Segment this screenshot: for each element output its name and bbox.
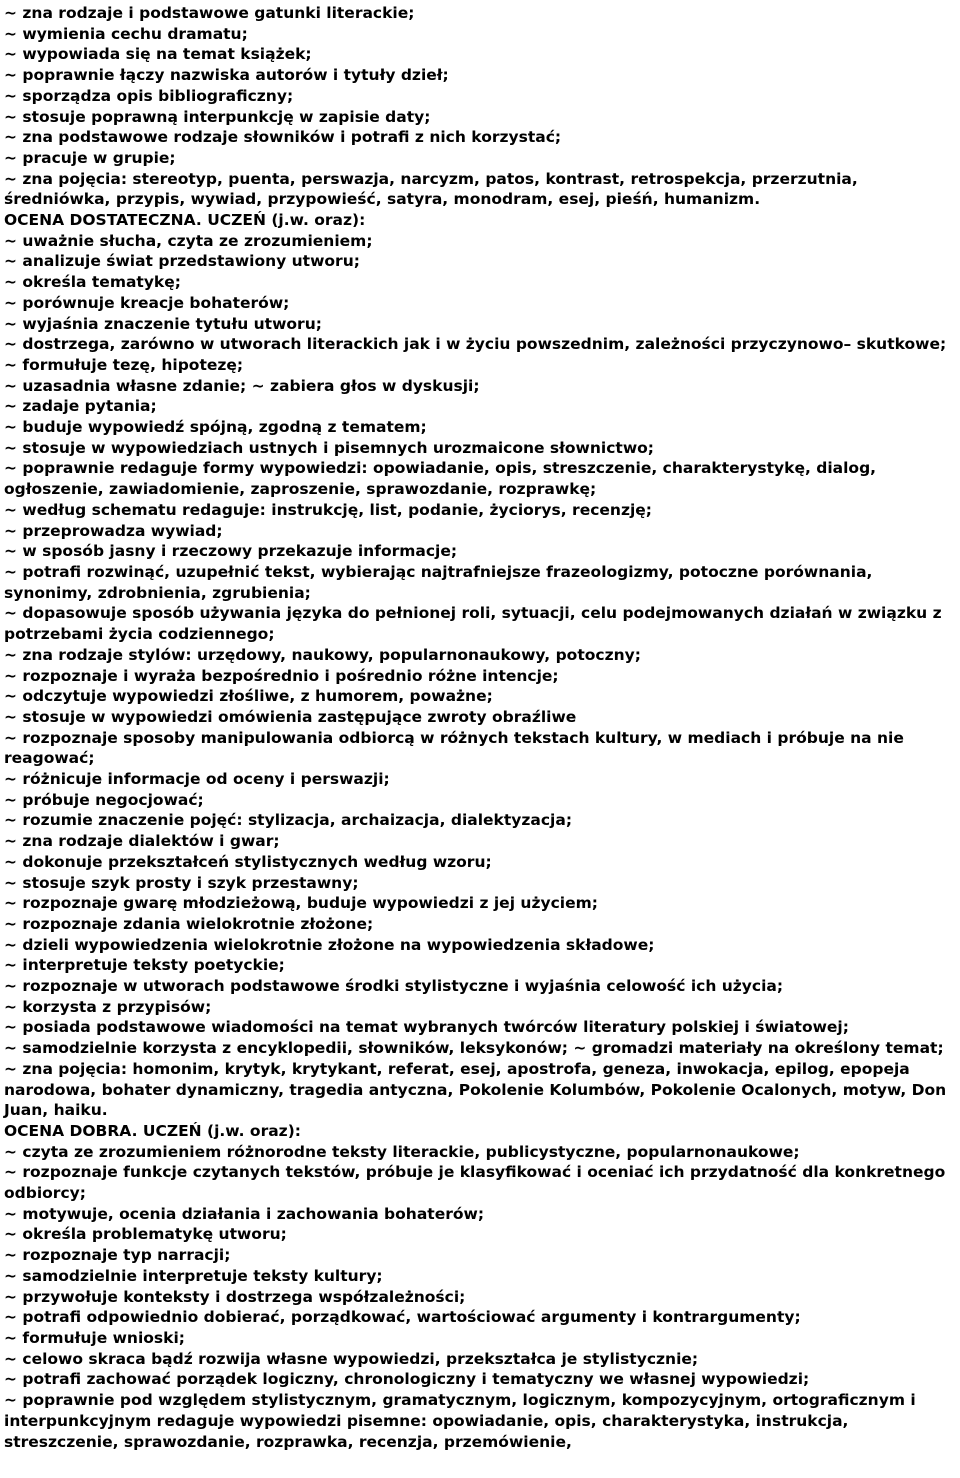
list-item: ~ rozpoznaje zdania wielokrotnie złożone; (4, 914, 374, 933)
list-item: ~ wypowiada się na temat książek; (4, 45, 312, 64)
list-item: ~ określa tematykę; (4, 273, 181, 292)
list-item: ~ uzasadnia własne zdanie; ~ zabiera głos w dyskusji; (4, 376, 480, 395)
list-item: ~ rozumie znaczenie pojęć: stylizacja, archaizacja, dialektyzacja; (4, 811, 573, 830)
list-item: ~ rozpoznaje gwarę młodzieżową, buduje wypowiedzi z jej użyciem; (4, 894, 598, 913)
list-item: ~ zna rodzaje dialektów i gwar; (4, 832, 280, 851)
list-item: ~ potrafi rozwinąć, uzupełnić tekst, wybierając najtrafniejsze frazeologizmy, potoczne porównania, synonimy, zdrobnienia, zgrubienia; (4, 562, 873, 602)
list-item: ~ zna podstawowe rodzaje słowników i potrafi z nich korzystać; (4, 128, 562, 147)
section-heading: OCENA DOBRA. UCZEŃ (j.w. oraz): (4, 1121, 301, 1140)
list-item: ~ w sposób jasny i rzeczowy przekazuje informacje; (4, 542, 458, 561)
list-item: ~ pracuje w grupie; (4, 148, 176, 167)
list-item: ~ próbuje negocjować; (4, 790, 204, 809)
list-item: ~ rozpoznaje sposoby manipulowania odbiorcą w różnych tekstach kultury, w mediach i próbuje na nie reagować; (4, 728, 904, 768)
section-heading: OCENA DOSTATECZNA. UCZEŃ (j.w. oraz): (4, 211, 366, 230)
list-item: ~ przywołuje konteksty i dostrzega współzależności; (4, 1287, 466, 1306)
list-item: ~ uważnie słucha, czyta ze zrozumieniem; (4, 231, 373, 250)
list-item: ~ poprawnie redaguje formy wypowiedzi: opowiadanie, opis, streszczenie, charakterystykę, dialog, ogłoszenie, zawiadomienie, zaproszenie, sprawozdanie, rozprawkę; (4, 459, 877, 499)
list-item: ~ analizuje świat przedstawiony utworu; (4, 252, 360, 271)
list-item: ~ rozpoznaje w utworach podstawowe środki stylistyczne i wyjaśnia celowość ich użycia; (4, 977, 784, 996)
list-item: ~ poprawnie pod względem stylistycznym, gramatycznym, logicznym, kompozycyjnym, ortograficznym i interpunkcyjnym redaguje wypowiedzi pisemne: opowiadanie, opis, charakterystyka, instrukcja, streszczenie, sprawozdanie, rozprawka, recenzja, przemówienie, (4, 1391, 916, 1451)
list-item: ~ rozpoznaje funkcje czytanych tekstów, próbuje je klasyfikować i oceniać ich przydatność dla konkretnego odbiorcy; (4, 1163, 946, 1203)
list-item: ~ korzysta z przypisów; (4, 997, 212, 1016)
list-item: ~ zna pojęcia: stereotyp, puenta, perswazja, narcyzm, patos, kontrast, retrospekcja, przerzutnia, średniówka, przypis, wywiad, przypowieść, satyra, monodram, esej, pieśń, humanizm. (4, 169, 858, 209)
list-item: ~ formułuje wnioski; (4, 1329, 185, 1347)
list-item: ~ poprawnie łączy nazwiska autorów i tytuły dzieł; (4, 66, 449, 85)
list-item: ~ przeprowadza wywiad; (4, 521, 223, 540)
list-item: ~ dostrzega, zarówno w utworach literackich jak i w życiu powszednim, zależności przyczynowo– skutkowe; (4, 335, 947, 354)
list-item: ~ zna rodzaje stylów: urzędowy, naukowy, popularnonaukowy, potoczny; (4, 645, 641, 664)
list-item: ~ motywuje, ocenia działania i zachowania bohaterów; (4, 1204, 485, 1223)
list-item: ~ stosuje w wypowiedziach ustnych i pisemnych urozmaicone słownictwo; (4, 438, 654, 457)
list-item: ~ formułuje tezę, hipotezę; (4, 355, 244, 374)
list-item: ~ posiada podstawowe wiadomości na temat wybranych twórców literatury polskiej i światowej; (4, 1018, 849, 1037)
list-item: ~ rozpoznaje typ narracji; (4, 1246, 231, 1265)
list-item: ~ rozpoznaje i wyraża bezpośrednio i pośrednio różne intencje; (4, 666, 559, 685)
list-item: ~ zadaje pytania; (4, 397, 157, 416)
list-item: ~ interpretuje teksty poetyckie; (4, 956, 285, 975)
list-item: ~ buduje wypowiedź spójną, zgodną z tematem; (4, 418, 427, 437)
list-item: ~ dokonuje przekształceń stylistycznych według wzoru; (4, 852, 492, 871)
list-item: ~ stosuje w wypowiedzi omówienia zastępujące zwroty obraźliwe (4, 707, 577, 726)
list-item: ~ określa problematykę utworu; (4, 1225, 287, 1244)
list-item: ~ sporządza opis bibliograficzny; (4, 86, 294, 105)
list-item: ~ wyjaśnia znaczenie tytułu utworu; (4, 314, 322, 333)
list-item: ~ dzieli wypowiedzenia wielokrotnie złożone na wypowiedzenia składowe; (4, 935, 655, 954)
list-item: ~ według schematu redaguje: instrukcję, list, podanie, życiorys, recenzję; (4, 500, 652, 519)
list-item: ~ samodzielnie korzysta z encyklopedii, słowników, leksykonów; ~ gromadzi materiały na określony temat; (4, 1039, 944, 1058)
list-item: ~ zna rodzaje i podstawowe gatunki literackie; (4, 4, 415, 22)
list-item: ~ potrafi zachować porządek logiczny, chronologiczny i tematyczny we własnej wypowiedzi; (4, 1370, 810, 1389)
list-item: ~ czyta ze zrozumieniem różnorodne teksty literackie, publicystyczne, popularnonaukowe; (4, 1142, 800, 1161)
list-item: ~ porównuje kreacje bohaterów; (4, 293, 290, 312)
list-item: ~ samodzielnie interpretuje teksty kultury; (4, 1266, 383, 1285)
list-item: ~ celowo skraca bądź rozwija własne wypowiedzi, przekształca je stylistycznie; (4, 1349, 699, 1368)
list-item: ~ odczytuje wypowiedzi złośliwe, z humorem, poważne; (4, 687, 493, 706)
list-item: ~ stosuje poprawną interpunkcję w zapisie daty; (4, 107, 431, 126)
list-item: ~ zna pojęcia: homonim, krytyk, krytykant, referat, esej, apostrofa, geneza, inwokacja, epilog, epopeja narodowa, bohater dynamiczny, tragedia antyczna, Pokolenie Kolumbów, Pokolenie Ocalonych, motyw, Don Juan, haiku. (4, 1059, 947, 1120)
list-item: ~ stosuje szyk prosty i szyk przestawny; (4, 873, 359, 892)
list-item: ~ wymienia cechu dramatu; (4, 24, 248, 43)
list-item: ~ różnicuje informacje od oceny i perswazji; (4, 770, 390, 789)
list-item: ~ potrafi odpowiednio dobierać, porządkować, wartościować argumenty i kontrargumenty; (4, 1308, 801, 1327)
list-item: ~ dopasowuje sposób używania języka do pełnionej roli, sytuacji, celu podejmowanych działań w związku z potrzebami życia codziennego; (4, 604, 942, 644)
